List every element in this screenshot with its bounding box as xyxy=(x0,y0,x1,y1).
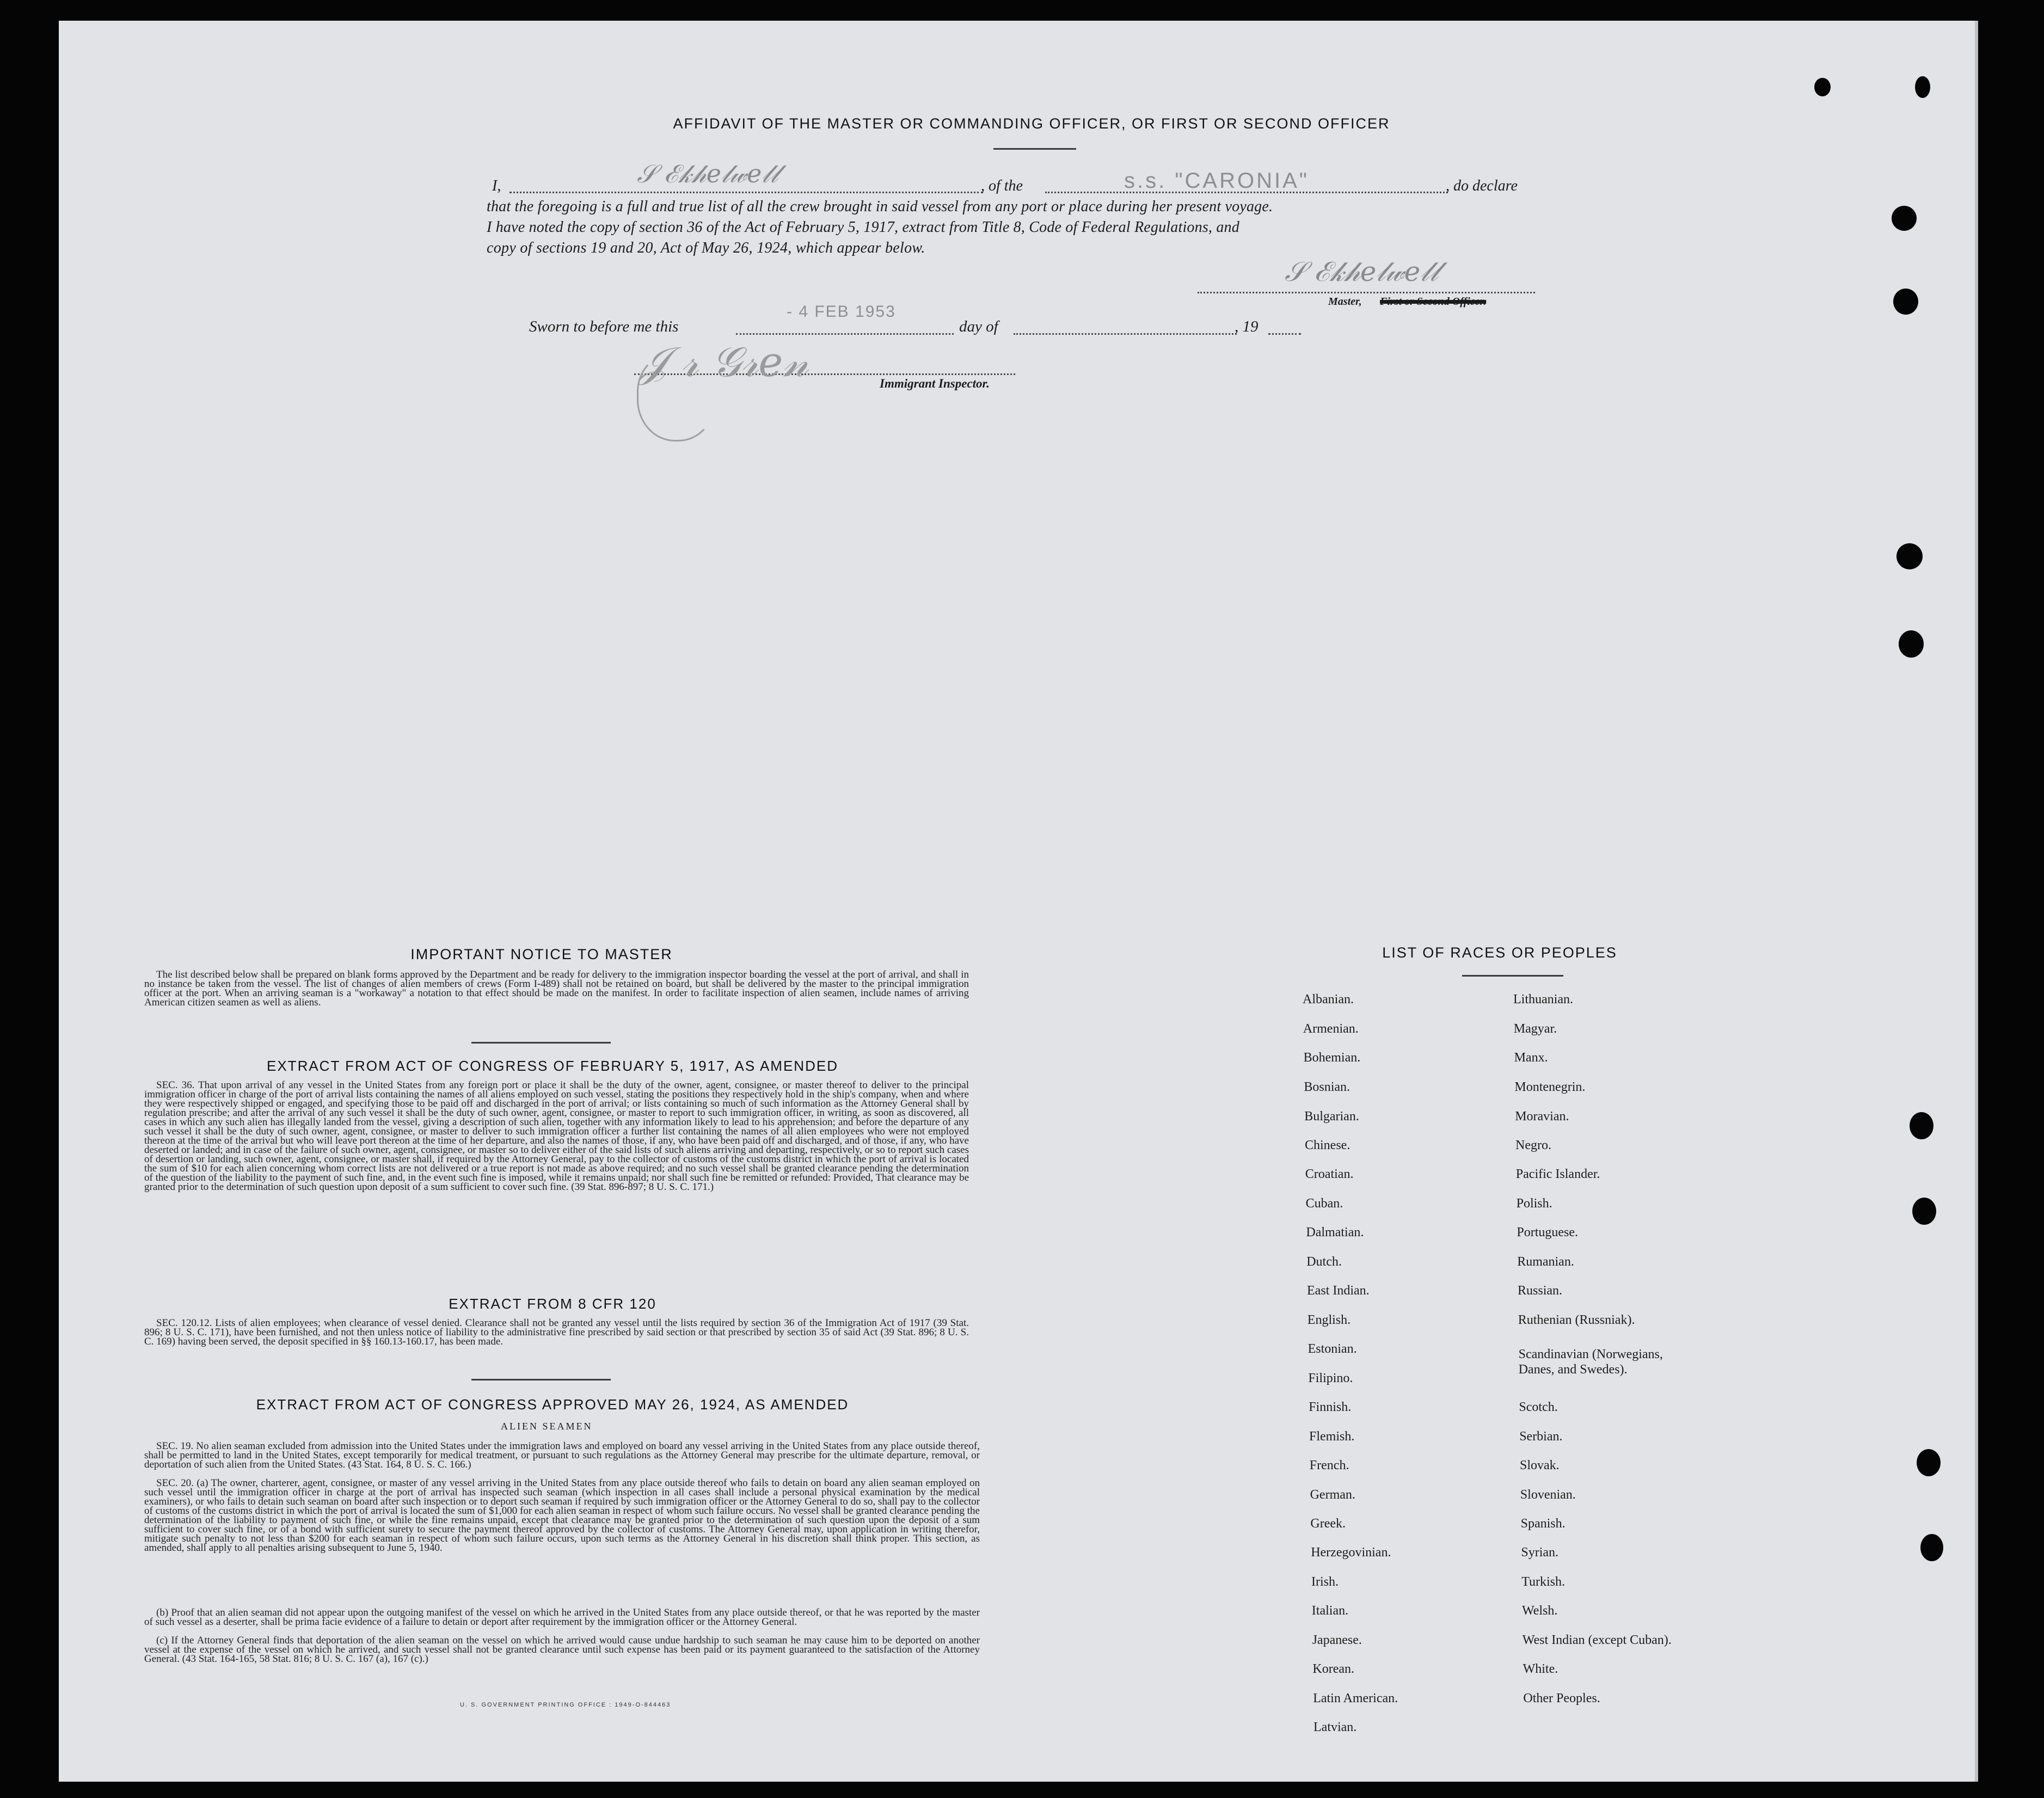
race-item: Armenian. xyxy=(1303,1022,1359,1036)
race-item: Syrian. xyxy=(1521,1545,1559,1560)
punch-hole xyxy=(1892,206,1917,231)
race-item: Ruthenian (Russniak). xyxy=(1518,1313,1635,1327)
struck-officer-label: First or Second Officer. xyxy=(1380,296,1487,308)
day-of-label: day of xyxy=(959,318,998,335)
race-item: Other Peoples. xyxy=(1523,1691,1600,1705)
punch-hole xyxy=(1899,630,1924,658)
master-signature: 𝒮 ℰ𝓀𝒽𝑒𝓁𝓌𝑒𝓁𝓁 xyxy=(1285,256,1439,287)
punch-hole xyxy=(1896,543,1923,569)
alien-seamen-subtitle: ALIEN SEAMEN xyxy=(501,1421,593,1432)
race-item: English. xyxy=(1307,1313,1351,1327)
race-item: Welsh. xyxy=(1522,1604,1558,1618)
race-item: Filipino. xyxy=(1308,1371,1353,1385)
vessel-name: s.s. "CARONIA" xyxy=(1124,169,1309,193)
race-item: Irish. xyxy=(1311,1575,1339,1589)
notice-text: The list described below shall be prepared on blank forms approved by the Department and be ready for delivery to the immigration inspector boarding the vessel at the port of arrival, and shall in no instance be taken from the vessel. The list of changes of alien members of crews (Form I-489) shall not be retained on board, but shall be delivered by the master to the principal immigration officer at the port. When an arriving seaman is a "workaway" a notation to that effect should be made on the manifest. In order to facilitate inspection of alien seamen, include names of arriving American citizen seamen as well as aliens. xyxy=(144,969,969,1008)
punch-hole xyxy=(1814,78,1831,96)
race-item: Korean. xyxy=(1312,1662,1355,1676)
day-blank xyxy=(1014,333,1237,335)
race-item: East Indian. xyxy=(1307,1284,1370,1298)
race-item: Dalmatian. xyxy=(1306,1225,1364,1239)
race-item: Bulgarian. xyxy=(1304,1109,1359,1124)
declare-label: , do declare xyxy=(1446,177,1518,194)
race-item: Estonian. xyxy=(1308,1342,1357,1356)
race-item: Bohemian. xyxy=(1303,1051,1361,1065)
master-label: Master, xyxy=(1328,296,1362,308)
race-item: West Indian (except Cuban). xyxy=(1522,1633,1672,1647)
affidavit-i: I, xyxy=(492,177,501,194)
extract-1924-sec20c: (c) If the Attorney General finds that deportation of the alien seaman on the vessel on which he arrived would cause undue hardship to such seaman he may cause him to be deported on another vessel at the expense of the vessel on which he arrived, and such vessel shall not be granted clearance until such expense has been paid or its payment guaranteed to the satisfaction of the Attorney General. (43 Stat. 164-165, 58 Stat. 816; 8 U. S. C. 167 (a), 167 (c).) xyxy=(144,1635,980,1665)
inspector-signature: 𝒥 𝓇 𝒢𝓇𝑒𝓃 xyxy=(640,337,809,386)
race-item: German. xyxy=(1310,1488,1355,1502)
extract-1924-sec20a: SEC. 20. (a) The owner, charterer, agent, consignee, or master of any vessel arriving in the United States from any place outside thereof who fails to detain on board any alien seaman employed on such vessel until the immigration officer in charge at the port of arrival has inspected such seaman (which inspection in all cases shall include a personal physical examination by the medical examiners), or who fails to detain such seaman on board after such inspection or to deport such seaman if required by such immigration officer or the Attorney General to do so, shall pay to the collector of customs of the customs district in which the port of arrival is located the sum of $1,000 for each alien seaman in respect of whom such failure occurs. No vessel shall be granted clearance pending the determination of the liability to payment of such fine, or while the fine remains unpaid, except that clearance may be granted prior to the determination of such question upon the deposit of a sum sufficient to cover such fine, or of a bond with sufficient surety to secure the payment thereof approved by the collector of customs. The Attorney General may, upon application in writing therefor, mitigate such penalty to not less than $200 for each seaman in respect of whom such failure occurs, upon such terms as the Attorney General in his discretion shall think proper. This section, as amended, shall apply to all penalties arising subsequent to June 5, 1940. xyxy=(144,1477,980,1554)
punch-hole xyxy=(1910,1112,1933,1139)
punch-hole xyxy=(1917,1449,1941,1476)
printing-office-footer: U. S. GOVERNMENT PRINTING OFFICE : 1949-O-844463 xyxy=(460,1702,671,1708)
date-stamp: - 4 FEB 1953 xyxy=(787,303,896,321)
race-item: Portuguese. xyxy=(1517,1225,1579,1239)
race-item: Negro. xyxy=(1515,1138,1551,1152)
race-item: Montenegrin. xyxy=(1514,1080,1586,1094)
extract-1924-sec19: SEC. 19. No alien seaman excluded from admission into the United States under the immigration laws and employed on board any vessel arriving in the United States from any place outside thereof, shall be permitted to land in the United States, except temporarily for medical treatment, or pursuant to such regulations as the Attorney General may prescribe for the ultimate departure, removal, or deportation of such alien from the United States. (43 Stat. 164, 8 U. S. C. 166.) xyxy=(144,1440,980,1470)
race-item: Polish. xyxy=(1516,1196,1552,1211)
divider xyxy=(471,1379,611,1380)
race-item: Rumanian. xyxy=(1517,1255,1574,1269)
punch-hole xyxy=(1893,289,1918,315)
master-signature-line xyxy=(1198,292,1535,293)
races-title-underline xyxy=(1462,975,1563,977)
race-item: Albanian. xyxy=(1303,992,1354,1007)
race-item: Pacific Islander. xyxy=(1515,1167,1600,1181)
race-item: Latin American. xyxy=(1313,1691,1398,1705)
race-item: Manx. xyxy=(1514,1051,1548,1065)
race-item: Finnish. xyxy=(1309,1400,1352,1414)
race-item: Greek. xyxy=(1310,1517,1346,1531)
race-item: Chinese. xyxy=(1305,1138,1351,1152)
race-item: Italian. xyxy=(1311,1604,1349,1618)
race-item: Scandinavian (Norwegians, Danes, and Swedes). xyxy=(1518,1347,1663,1377)
race-item: Croatian. xyxy=(1305,1167,1354,1181)
inspector-label: Immigrant Inspector. xyxy=(880,377,990,390)
divider xyxy=(471,1042,611,1044)
race-item: Latvian. xyxy=(1313,1720,1357,1734)
affidavit-line-4: copy of sections 19 and 20, Act of May 26, 1924, which appear below. xyxy=(487,240,925,256)
race-item: Herzegovinian. xyxy=(1311,1545,1391,1560)
year-blank xyxy=(1268,333,1301,335)
race-item: Dutch. xyxy=(1306,1255,1342,1269)
of-the-label: , of the xyxy=(981,177,1023,194)
signature: 𝒮 ℰ𝓀𝒽𝑒𝓁𝓌𝑒𝓁𝓁 xyxy=(637,159,778,188)
extract-1924-sec20b: (b) Proof that an alien seaman did not appear upon the outgoing manifest of the vessel on which he arrived in the United States from any place outside thereof, or that he was reported by the master of such vessel as a deserter, shall be prima facie evidence of a failure to detain or deport after requirement by the immigration officer or the Attorney General. xyxy=(144,1607,980,1628)
race-item: Scotch. xyxy=(1519,1400,1558,1414)
punch-hole xyxy=(1920,1534,1943,1561)
notice-title: IMPORTANT NOTICE TO MASTER xyxy=(410,946,673,962)
sworn-text: Sworn to before me this xyxy=(529,318,679,335)
race-item: White. xyxy=(1523,1662,1558,1676)
extract-cfr-title: EXTRACT FROM 8 CFR 120 xyxy=(449,1296,656,1312)
race-item: Turkish. xyxy=(1521,1575,1566,1589)
race-item: Serbian. xyxy=(1519,1429,1563,1444)
extract-cfr-text: SEC. 120.12. Lists of alien employees; when clearance of vessel denied. Clearance shall not be granted any vessel until the lists required by section 36 of the Immigration Act of 1917 (39 Stat. 896; 8 U. S. C. 171), have been furnished, and not then unless notice of liability to the administrative fine prescribed by said section or that prescribed by section 35 of said Act (39 Stat. 896; 8 U. S. C. 169) having been served, the deposit specified in §§ 160.13-160.17, has been made. xyxy=(144,1317,969,1347)
title-underline xyxy=(993,148,1076,150)
race-item: Magyar. xyxy=(1513,1022,1557,1036)
punch-hole xyxy=(1912,1198,1936,1225)
sworn-blank xyxy=(736,333,954,335)
race-item: Spanish. xyxy=(1520,1517,1566,1531)
race-item: Japanese. xyxy=(1312,1633,1362,1647)
extract-1917-text: SEC. 36. That upon arrival of any vessel in the United States from any foreign port or place it shall be the duty of the owner, agent, consignee, or master thereof to deliver to the principal immigration officer in charge of the port of arrival lists containing the names of all aliens employed on such vessel, stating the positions they respectively hold in the ship's company, when and where they were respectively shipped or engaged, and specifying those to be paid off and discharged in the port of arrival; or lists containing so much of such information as the Attorney General shall by regulation prescribe; and after the arrival of any such vessel it shall be the duty of such owner, agent, consignee, or master to report to such immigration officer, in writing, as soon as discovered, all cases in which any such alien has illegally landed from the vessel, giving a description of such alien, together with any information likely to lead to his apprehension; and before the departure of any such vessel it shall be the duty of such owner, agent, consignee, or master to deliver to such immigration officer a further list containing the names of all alien employees who were not employed thereon at the time of the arrival but who will leave port thereon at the time of her departure, and also the names of those, if any, who have been paid off and discharged, and of those, if any, who have deserted or landed; and in case of the failure of such owner, agent, consignee, or master so to deliver either of the said lists of such aliens arriving and departing, respectively, or so to report such cases of desertion or landing, such owner, agent, consignee, or master shall, if required by the Attorney General, pay to the collector of customs of the customs district in which the port of arrival is located the sum of $10 for each alien concerning whom correct lists are not delivered or a true report is not made as above required; and no such vessel shall be granted clearance pending the determination of the question of the liability to the payment of such fine, and, in the event such fine is imposed, while it remains unpaid; nor shall such fine be remitted or refunded: Provided, That clearance may be granted prior to the determination of such question upon deposit of a sum sufficient to cover such fine. (39 Stat. 896-897; 8 U. S. C. 171.) xyxy=(144,1079,969,1193)
affidavit-title: AFFIDAVIT OF THE MASTER OR COMMANDING OFFICER, OR FIRST OR SECOND OFFICER xyxy=(673,115,1390,132)
race-item: Russian. xyxy=(1518,1284,1563,1298)
race-item: Slovenian. xyxy=(1520,1488,1576,1502)
race-item: Bosnian. xyxy=(1304,1080,1351,1094)
race-item: Slovak. xyxy=(1520,1458,1560,1472)
race-item: Cuban. xyxy=(1305,1196,1343,1211)
affidavit-line-2: that the foregoing is a full and true list of all the crew brought in said vessel from any port or place during her present voyage. xyxy=(487,198,1273,215)
race-item: French. xyxy=(1309,1458,1349,1472)
extract-1924-title: EXTRACT FROM ACT OF CONGRESS APPROVED MAY 26, 1924, AS AMENDED xyxy=(256,1396,849,1413)
races-title: LIST OF RACES OR PEOPLES xyxy=(1382,944,1617,961)
name-blank xyxy=(510,192,983,193)
extract-1917-title: EXTRACT FROM ACT OF CONGRESS OF FEBRUARY 5, 1917, AS AMENDED xyxy=(267,1058,838,1074)
affidavit-line-3: I have noted the copy of section 36 of the Act of February 5, 1917, extract from Title 8, Code of Federal Regulations, and xyxy=(487,219,1239,236)
race-item: Lithuanian. xyxy=(1513,992,1573,1007)
year-label: , 19 xyxy=(1235,318,1259,335)
race-item: Flemish. xyxy=(1309,1429,1355,1444)
punch-hole xyxy=(1915,76,1930,98)
race-item: Moravian. xyxy=(1515,1109,1569,1124)
